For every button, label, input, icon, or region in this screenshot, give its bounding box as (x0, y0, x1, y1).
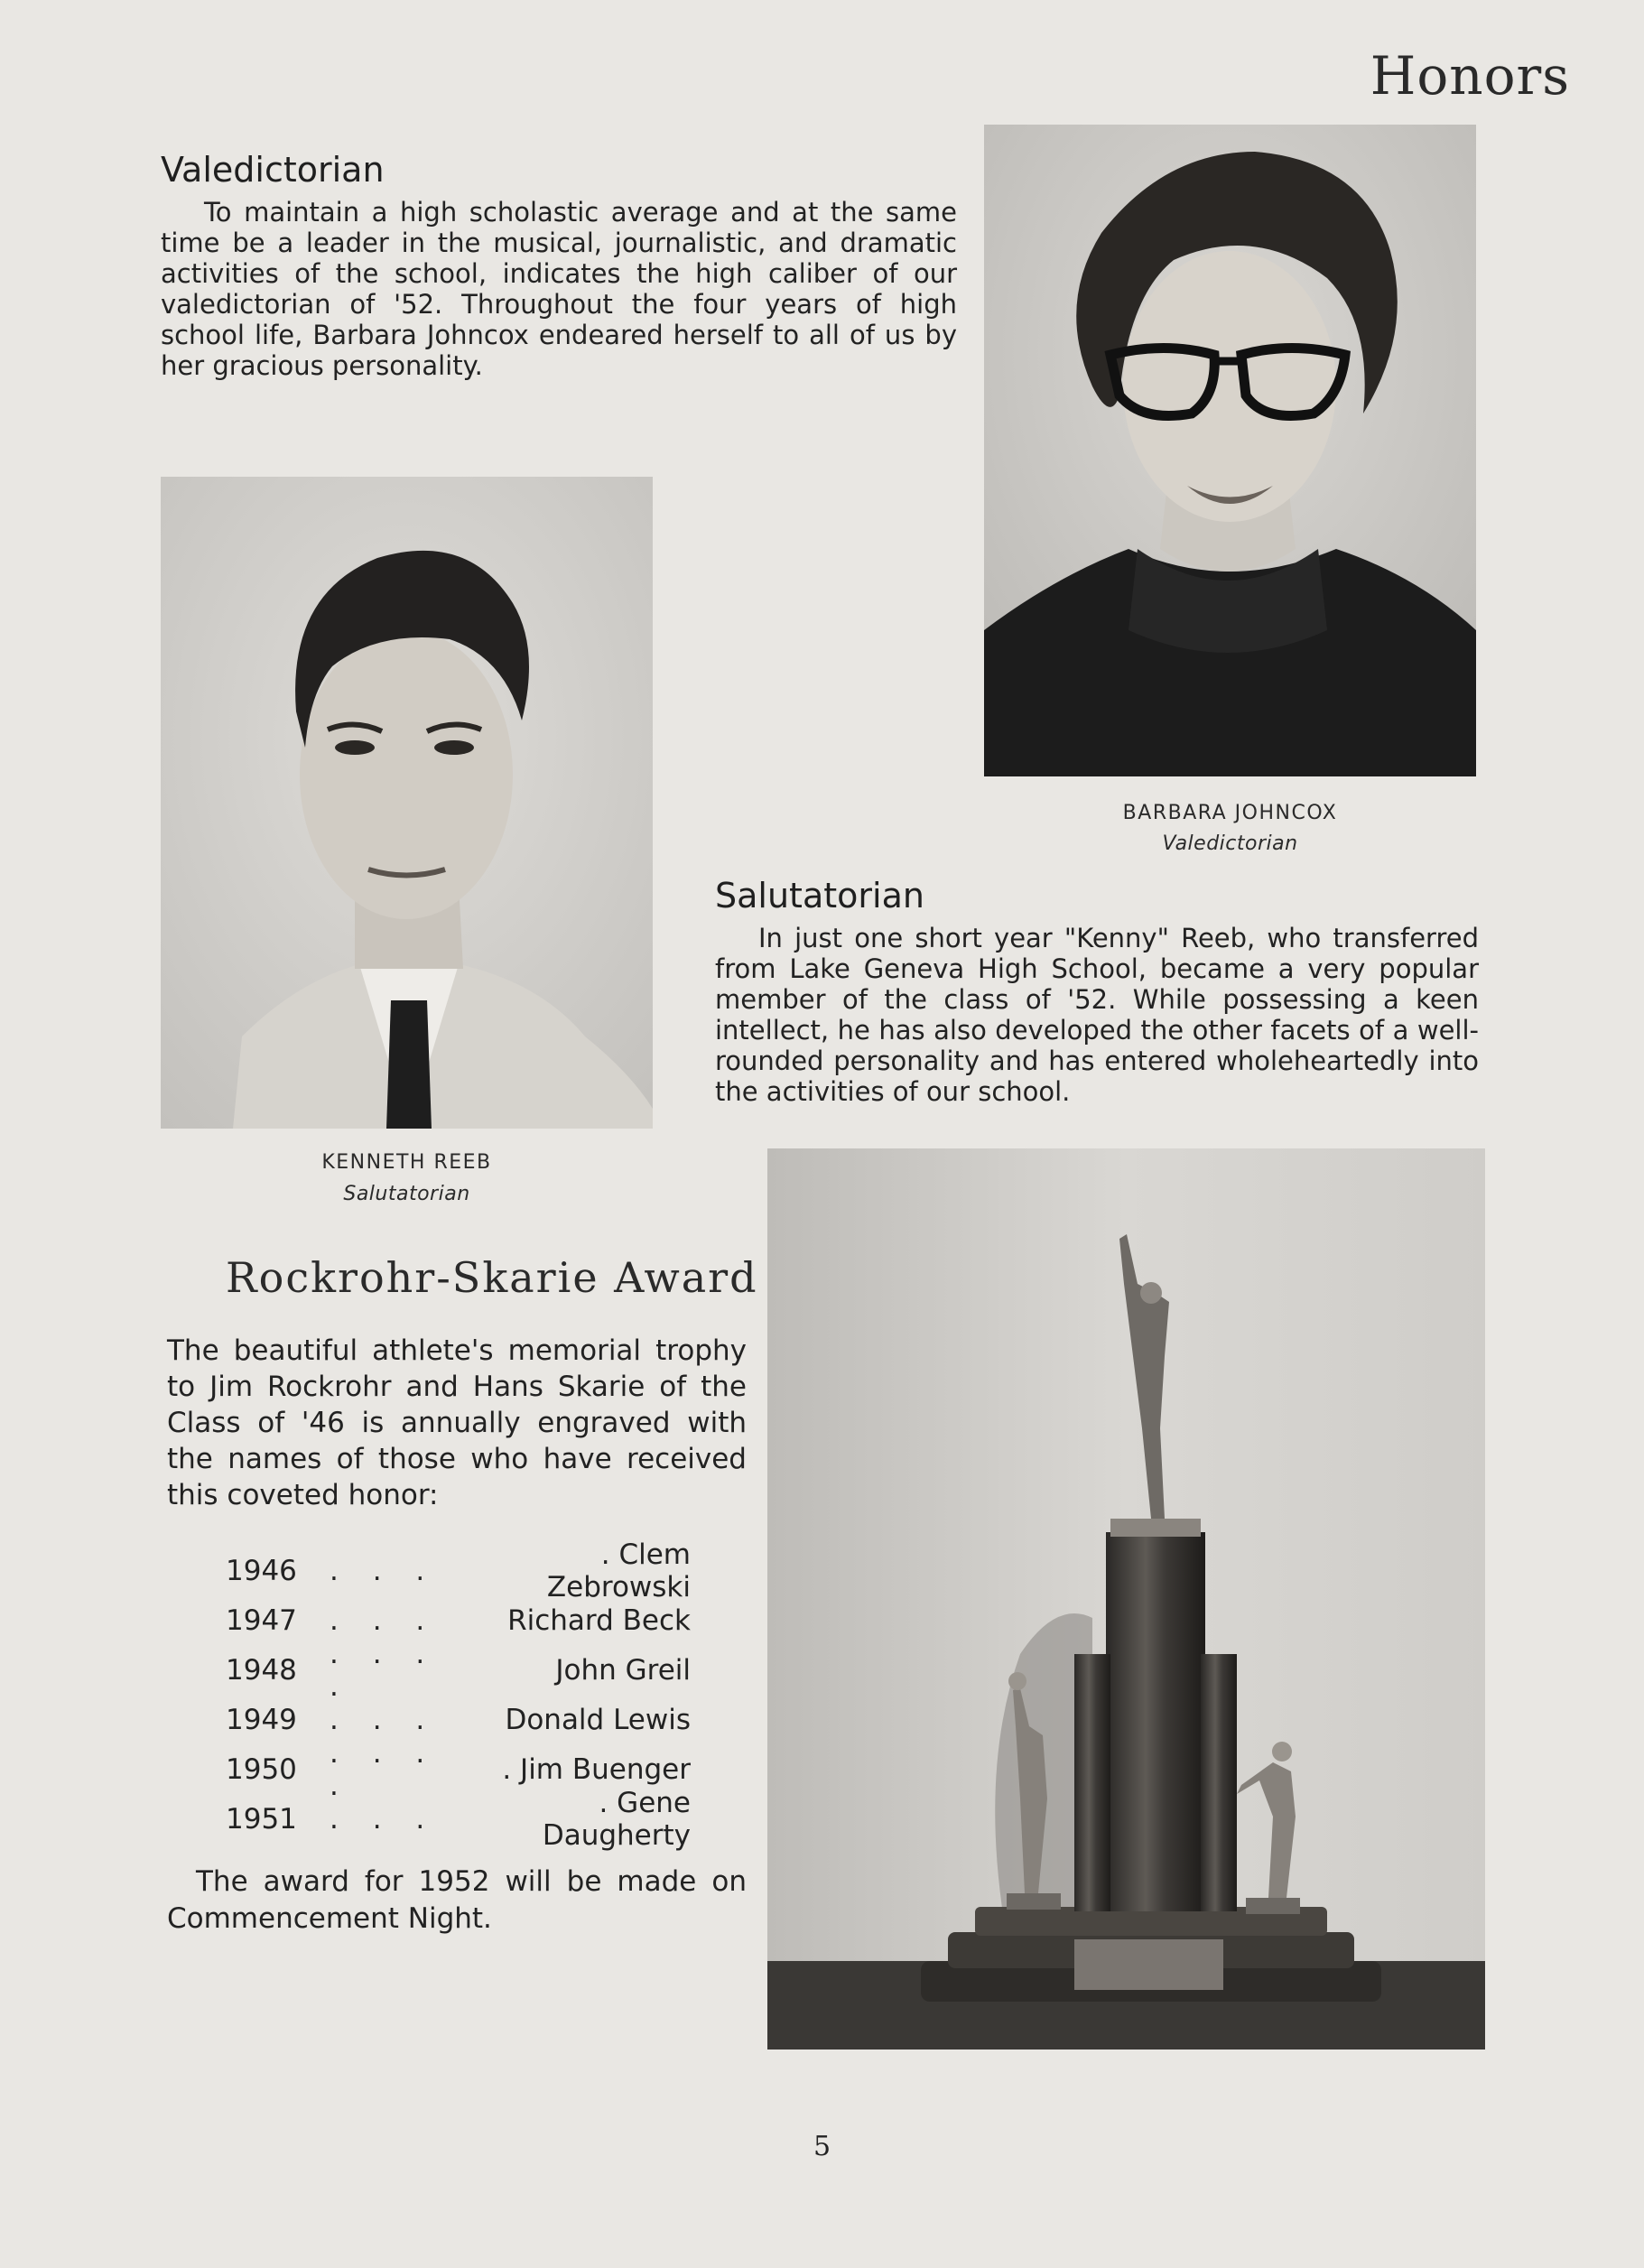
trophy-photo (767, 1148, 1485, 2050)
valedictorian-text (161, 197, 957, 381)
award-year: 1951 (226, 1802, 297, 1836)
salutatorian-heading: Salutatorian (715, 876, 924, 916)
page-number: 5 (813, 2131, 831, 2162)
award-recipient-name: Richard Beck (507, 1603, 691, 1637)
award-year: 1947 (226, 1603, 297, 1637)
valedictorian-heading: Valedictorian (161, 150, 385, 190)
valedictorian-caption-role: Valedictorian (1162, 832, 1298, 855)
salutatorian-caption-role: Salutatorian (343, 1183, 470, 1205)
salutatorian-portrait (161, 477, 653, 1129)
award-year: 1950 (226, 1752, 297, 1786)
award-leader-dots: . . . (330, 1603, 438, 1637)
award-recipient-list (226, 1538, 691, 1852)
salutatorian-text (715, 923, 1479, 1107)
valedictorian-paragraph: To maintain a high scholastic average and at the same time be a leader in the musical, journalistic, and dramatic activities of the school, indicates the high caliber of our valedictorian of '52. Throughout the four years of high school life, Barbara Johncox endeared herself to all of us by her gracious personality. (161, 197, 957, 381)
award-recipient-row (226, 1786, 691, 1852)
award-leader-dots: . . . . (330, 1637, 438, 1703)
award-recipient-name: Donald Lewis (505, 1703, 691, 1736)
award-recipient-name: . Clem Zebrowski (546, 1538, 691, 1603)
award-leader-dots: . . . (330, 1703, 438, 1736)
valedictorian-caption-name: BARBARA JOHNCOX (1122, 802, 1338, 824)
award-year: 1948 (226, 1653, 297, 1687)
award-recipient-row (226, 1538, 691, 1603)
page-title: Honors (1370, 45, 1570, 107)
salutatorian-paragraph: In just one short year "Kenny" Reeb, who transferred from Lake Geneva High School, became a very popular member of the class of '52. While possessing a keen intellect, he has also developed the other facets of a well-rounded personality and has entered wholeheartedly into the activities of our school. (715, 923, 1479, 1107)
salutatorian-caption-name: KENNETH REEB (321, 1151, 492, 1174)
award-heading: Rockrohr-Skarie Award (226, 1253, 758, 1302)
valedictorian-portrait (984, 125, 1476, 776)
award-recipient-name: John Greil (555, 1653, 691, 1687)
award-intro-paragraph: The beautiful athlete's memorial trophy to Jim Rockrohr and Hans Skarie of the Class of '46 is annually engraved with the names of those who have received this coveted honor: (167, 1334, 747, 1511)
award-recipient-name: . Jim Buenger (502, 1752, 691, 1786)
award-year: 1949 (226, 1703, 297, 1736)
award-recipient-name: . Gene Daugherty (542, 1786, 691, 1852)
award-recipient-row (226, 1637, 691, 1703)
award-leader-dots: . . . (330, 1554, 438, 1587)
award-leader-dots: . . . (330, 1802, 438, 1836)
award-closing (167, 1864, 747, 1938)
award-intro (167, 1333, 747, 1513)
award-closing-paragraph: The award for 1952 will be made on Commencement Night. (167, 1865, 747, 1935)
award-leader-dots: . . . . (330, 1736, 438, 1802)
award-year: 1946 (226, 1554, 297, 1587)
